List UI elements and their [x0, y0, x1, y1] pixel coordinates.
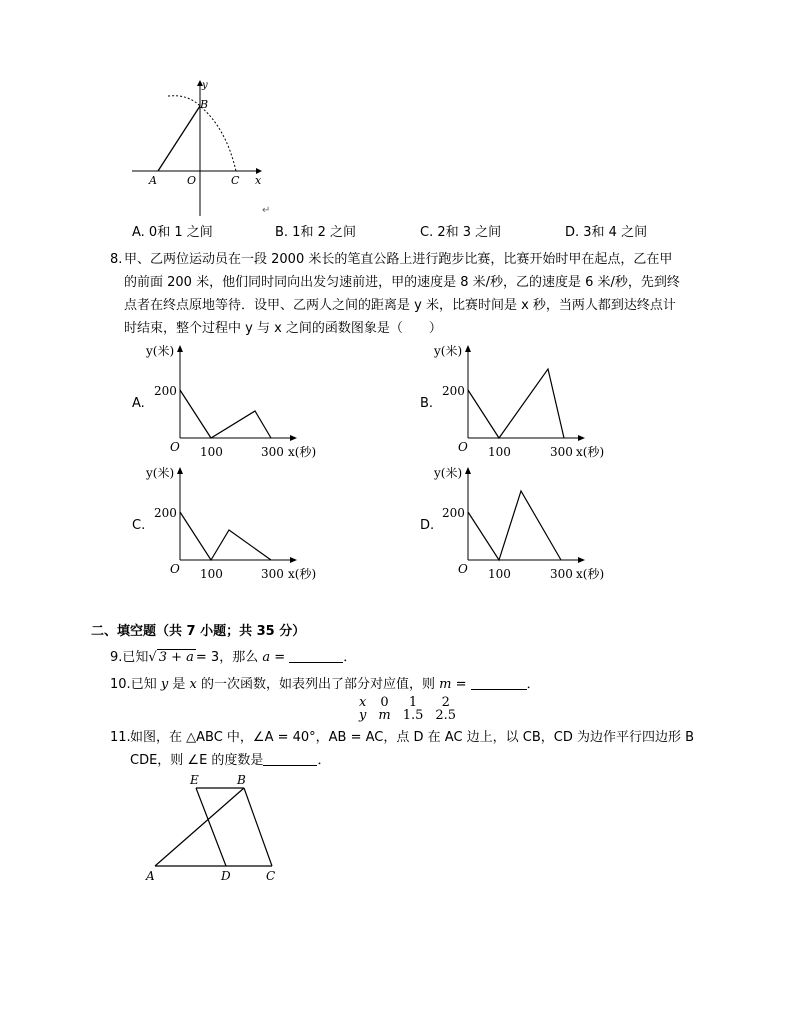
q8-graph-d-letter[interactable]: D.: [420, 518, 435, 533]
q11-answer-blank[interactable]: [263, 751, 317, 766]
q11-label-a: A: [146, 869, 155, 883]
q11-label-d: D: [221, 869, 231, 883]
q11-line-2: [130, 750, 330, 772]
graph-c-xlabel: x(秒): [288, 567, 317, 581]
graph-c-line: [180, 512, 271, 560]
q7-option-a[interactable]: A. 0和 1 之间: [132, 225, 213, 240]
q8-graph-d: [428, 462, 618, 587]
q7-option-d[interactable]: D. 3和 4 之间: [565, 225, 648, 240]
graph-a-y-arrow: [177, 345, 183, 352]
q7-label-o: O: [187, 174, 197, 187]
q9-radicand: 3 + a: [158, 650, 194, 665]
q8-graph-c: [140, 462, 330, 587]
return-mark: ↵: [262, 205, 271, 216]
q7-label-b: B: [200, 98, 209, 111]
q11-label-e: E: [190, 773, 199, 787]
q10-answer-blank[interactable]: [471, 675, 527, 690]
q8-graph-c-letter[interactable]: C.: [132, 518, 146, 533]
graph-d-xtick-300: 300: [550, 567, 573, 581]
graph-d-y-arrow: [465, 467, 471, 474]
q8-graph-a-letter[interactable]: A.: [132, 396, 145, 411]
q8-line-3: 点者在终点原地等待．设甲、乙两人之间的距离是 y 米，比赛时间是 x 秒，当两人都到达终点计: [124, 298, 676, 313]
graph-b-x-arrow: [578, 435, 585, 441]
q11-line-1: 如图，在 △ABC 中，∠A = 40°，AB = AC，点 D 在 AC 边上，以 CB，CD 为边作平行四边形 B: [130, 730, 695, 745]
q11-end: ．: [317, 753, 331, 768]
q10-y: y: [160, 677, 169, 692]
graph-b-origin: O: [458, 440, 468, 454]
q10-value-table: [353, 696, 462, 722]
graph-d-ytick: 200: [442, 506, 465, 520]
graph-b-xlabel: x(秒): [576, 445, 605, 459]
graph-b-y-arrow: [465, 345, 471, 352]
graph-c-xtick-300: 300: [261, 567, 284, 581]
graph-d-line: [468, 491, 561, 560]
q9-number: 9.: [110, 650, 123, 665]
q11-line-2-text: CDE，则 ∠E 的度数是: [130, 753, 264, 768]
graph-d-xlabel: x(秒): [576, 567, 605, 581]
graph-a-ytick: 200: [154, 384, 177, 398]
graph-b-ytick: 200: [442, 384, 465, 398]
graph-b-xtick-100: 100: [488, 445, 511, 459]
table-cell: m: [378, 708, 391, 723]
q8-line-1: 甲、乙两位运动员在一段 2000 米长的笔直公路上进行跑步比赛，比赛开始时甲在起点，乙在甲: [124, 252, 673, 267]
graph-d-x-arrow: [578, 557, 585, 563]
q8-graph-a: [140, 340, 330, 465]
segment-bc: [244, 788, 272, 866]
graph-a-xlabel: x(秒): [288, 445, 317, 459]
graph-c-ytick: 200: [154, 506, 177, 520]
graph-c-ylabel: y(米): [146, 466, 175, 480]
q11-figure: [140, 770, 290, 885]
section-2-title: 二、填空题（共 7 小题；共 35 分）: [91, 624, 306, 639]
graph-a-ylabel: y(米): [146, 344, 175, 358]
graph-c-y-arrow: [177, 467, 183, 474]
graph-d-ylabel: y(米): [434, 466, 463, 480]
table-cell: 0: [380, 695, 389, 710]
table-cell: 2.5: [435, 708, 457, 723]
graph-a-origin: O: [170, 440, 180, 454]
table-row: [353, 709, 462, 722]
graph-a-line: [180, 390, 271, 438]
graph-a-xtick-100: 100: [200, 445, 223, 459]
graph-b-xtick-300: 300: [550, 445, 573, 459]
q10-post: =: [455, 677, 467, 692]
q8-graph-b: [428, 340, 618, 465]
q7-segment-ab: [158, 106, 200, 171]
graph-a-xtick-300: 300: [261, 445, 284, 459]
table-cell: x: [359, 695, 367, 710]
q7-label-x: x: [255, 174, 262, 187]
graph-c-x-arrow: [290, 557, 297, 563]
segment-ab: [155, 788, 244, 866]
q11-label-b: B: [237, 773, 246, 787]
q8-number: 8.: [110, 252, 123, 267]
q9-pre: 已知: [122, 650, 149, 665]
q8-line-4: 时结束，整个过程中 y 与 x 之间的函数图象是（ ）: [124, 321, 442, 336]
graph-c-xtick-100: 100: [200, 567, 223, 581]
graph-a-x-arrow: [290, 435, 297, 441]
table-cell: 1: [408, 695, 418, 710]
q10-pre: 已知: [130, 677, 157, 692]
graph-d-origin: O: [458, 562, 468, 576]
graph-d-xtick-100: 100: [488, 567, 511, 581]
graph-b-ylabel: y(米): [434, 344, 463, 358]
q8-graph-b-letter[interactable]: B.: [420, 396, 434, 411]
table-cell: 1.5: [402, 708, 424, 723]
q9-answer-blank[interactable]: [289, 648, 343, 663]
table-cell: 2: [441, 695, 450, 710]
q7-option-c[interactable]: C. 2和 3 之间: [420, 225, 502, 240]
q10-number: 10.: [110, 677, 131, 692]
q7-label-y: y: [202, 80, 208, 91]
q10-mid1: 是: [172, 677, 186, 692]
q10-end: ．: [526, 677, 540, 692]
q9-var: a: [262, 650, 271, 665]
q9-end: ．: [343, 650, 357, 665]
table-cell: y: [359, 708, 367, 723]
q7-figure: [128, 76, 273, 221]
q11-label-c: C: [266, 869, 276, 883]
q7-option-b[interactable]: B. 1和 2 之间: [275, 225, 356, 240]
q10: [110, 674, 540, 696]
q10-mid2: 的一次函数，如表列出了部分对应值，则: [200, 677, 435, 692]
q7-label-a: A: [149, 174, 157, 187]
q11-number: 11.: [110, 730, 131, 745]
q9-eq: = 3，那么: [195, 650, 259, 665]
segment-ed: [196, 788, 226, 866]
graph-c-origin: O: [170, 562, 180, 576]
q10-x: x: [189, 677, 197, 692]
q10-m: m: [439, 677, 452, 692]
q9-post: =: [274, 650, 286, 665]
q7-label-c: C: [231, 174, 240, 187]
q8-line-2: 的前面 200 米，他们同时同向出发匀速前进，甲的速度是 8 米/秒，乙的速度是 6 米/秒，先到终: [124, 275, 680, 290]
graph-b-line: [468, 369, 564, 438]
sqrt-symbol: √: [148, 650, 157, 665]
q9: [110, 647, 356, 669]
